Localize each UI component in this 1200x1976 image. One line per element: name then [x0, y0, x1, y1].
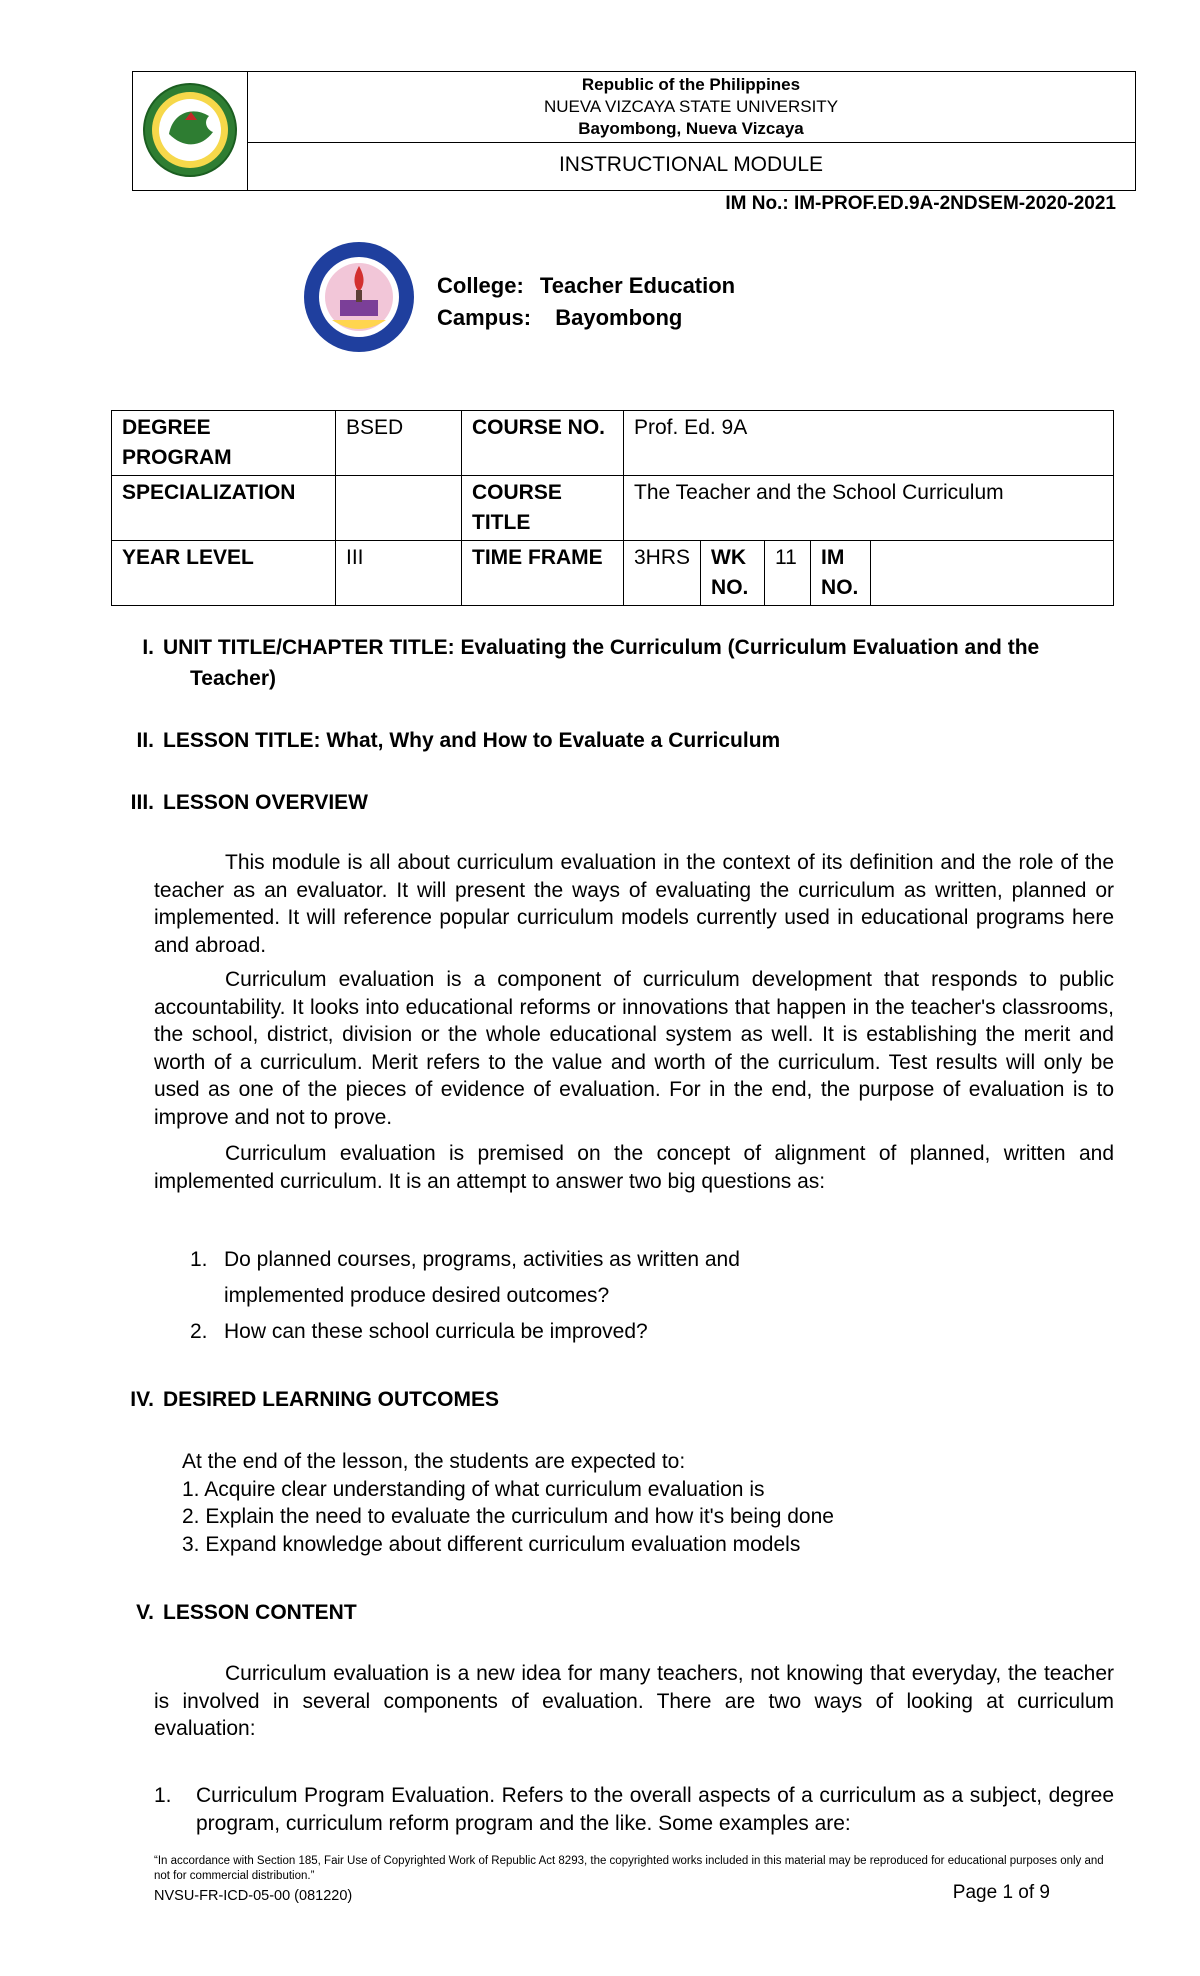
section-text: DESIRED LEARNING OUTCOMES	[163, 1388, 500, 1411]
overview-question-1	[190, 1242, 890, 1314]
course-title-value: The Teacher and the School Curriculum	[624, 476, 1114, 541]
outcome-item: 2. Explain the need to evaluate the curriculum and how it's being done	[182, 1505, 834, 1528]
degree-program-value: BSED	[336, 411, 462, 476]
overview-paragraph-1: This module is all about curriculum evaluation in the context of its definition and the role of the teacher as an evaluator. It will present the ways of evaluating the curriculum as written, planned or implemented. It will reference popular curriculum models currently used in educational programs here and abroad.	[154, 851, 1114, 957]
section-learning-outcomes	[110, 1384, 1114, 1415]
wk-no-label: WK NO.	[701, 541, 765, 606]
copyright-notice: “In accordance with Section 185, Fair Use of Copyrighted Work of Republic Act 8293, the copyrighted works included in this material may be reproduced for educational purposes only and not for commercial distribution.”	[154, 1855, 1104, 1882]
course-no-label: COURSE NO.	[462, 411, 624, 476]
form-code: NVSU-FR-ICD-05-00 (081220)	[154, 1888, 353, 1904]
outcome-item: 1. Acquire clear understanding of what curriculum evaluation is	[182, 1478, 765, 1501]
question-line: How can these school curricula be improved?	[224, 1320, 648, 1343]
table-row	[112, 411, 1114, 476]
document-header	[132, 71, 1136, 191]
course-no-value: Prof. Ed. 9A	[624, 411, 1114, 476]
section-lesson-title	[110, 725, 1114, 756]
question-line: Do planned courses, programs, activities as written and	[224, 1248, 740, 1271]
list-number: 2.	[190, 1320, 208, 1343]
section-number: I.	[142, 636, 154, 659]
section-lesson-overview	[110, 787, 1114, 818]
section-number: III.	[130, 791, 154, 814]
section-unit-title	[110, 632, 1114, 694]
page-number: Page 1 of 9	[952, 1882, 1050, 1903]
question-line: implemented produce desired outcomes?	[224, 1284, 610, 1307]
outcomes-intro: At the end of the lesson, the students are expected to:	[182, 1450, 686, 1473]
overview-paragraph-3: Curriculum evaluation is premised on the concept of alignment of planned, written and implemented curriculum. It is an attempt to answer two big questions as:	[154, 1142, 1114, 1193]
content-paragraph-1: Curriculum evaluation is a new idea for many teachers, not knowing that everyday, the teacher is involved in several components of evaluation. There are two ways of looking at curriculum evaluation:	[154, 1662, 1114, 1740]
year-level-label: YEAR LEVEL	[112, 541, 336, 606]
nvsu-seal-icon	[133, 72, 247, 189]
content-item-text: Curriculum Program Evaluation. Refers to the overall aspects of a curriculum as a subject, degree program, curriculum reform program and the like. Some examples are:	[196, 1784, 1114, 1835]
content-item-1	[154, 1782, 1114, 1837]
section-text: LESSON TITLE: What, Why and How to Evaluate a Curriculum	[163, 729, 781, 752]
wk-no-value: 11	[765, 541, 811, 606]
header-module-title: INSTRUCTIONAL MODULE	[558, 153, 824, 176]
section-text: LESSON CONTENT	[163, 1601, 357, 1624]
degree-program-label: DEGREE PROGRAM	[112, 411, 336, 476]
specialization-label: SPECIALIZATION	[112, 476, 336, 541]
time-frame-label: TIME FRAME	[462, 541, 624, 606]
section-number: V.	[136, 1601, 154, 1624]
header-institution	[247, 72, 1135, 143]
year-level-value: III	[336, 541, 462, 606]
section-text: UNIT TITLE/CHAPTER TITLE: Evaluating the Curriculum (Curriculum Evaluation and the Teacher)	[163, 636, 1040, 690]
specialization-value	[336, 476, 462, 541]
college-value: Teacher Education	[539, 273, 736, 298]
section-text: LESSON OVERVIEW	[163, 791, 368, 814]
section-lesson-content	[110, 1597, 1114, 1628]
college-teacher-education-logo-icon	[302, 240, 416, 354]
course-info-table	[111, 410, 1114, 606]
college-label: College:	[437, 273, 524, 298]
section-number: II.	[136, 729, 154, 752]
time-frame-value: 3HRS	[624, 541, 701, 606]
outcome-item: 3. Expand knowledge about different curriculum evaluation models	[182, 1533, 801, 1556]
campus-label: Campus:	[437, 305, 532, 330]
campus-value: Bayombong	[555, 305, 683, 330]
im-no-label: IM NO.	[811, 541, 871, 606]
header-university: NUEVA VIZCAYA STATE UNIVERSITY	[543, 97, 839, 116]
header-country: Republic of the Philippines	[581, 75, 801, 94]
overview-paragraph-2: Curriculum evaluation is a component of curriculum development that responds to public accountability. It looks into educational reforms or innovations that happen in the teacher's classrooms, the school, district, division or the whole educational system as well. It is establishing the merit and worth of a curriculum. Merit refers to the value and worth of the curriculum. Test results will only be used as one of the pieces of evidence of evaluation. For in the end, the purpose of evaluation is to improve and not to prove.	[154, 968, 1114, 1129]
header-location: Bayombong, Nueva Vizcaya	[578, 119, 804, 138]
table-row	[112, 476, 1114, 541]
list-number: 1.	[190, 1248, 208, 1271]
section-number: IV.	[130, 1388, 154, 1411]
university-logo-cell	[133, 72, 248, 190]
im-no-value	[871, 541, 1114, 606]
list-number: 1.	[154, 1784, 172, 1807]
table-row	[112, 541, 1114, 606]
college-campus-block	[437, 270, 735, 334]
overview-question-2	[190, 1314, 890, 1350]
course-title-label: COURSE TITLE	[462, 476, 624, 541]
im-number: IM No.: IM-PROF.ED.9A-2NDSEM-2020-2021	[725, 193, 1116, 214]
